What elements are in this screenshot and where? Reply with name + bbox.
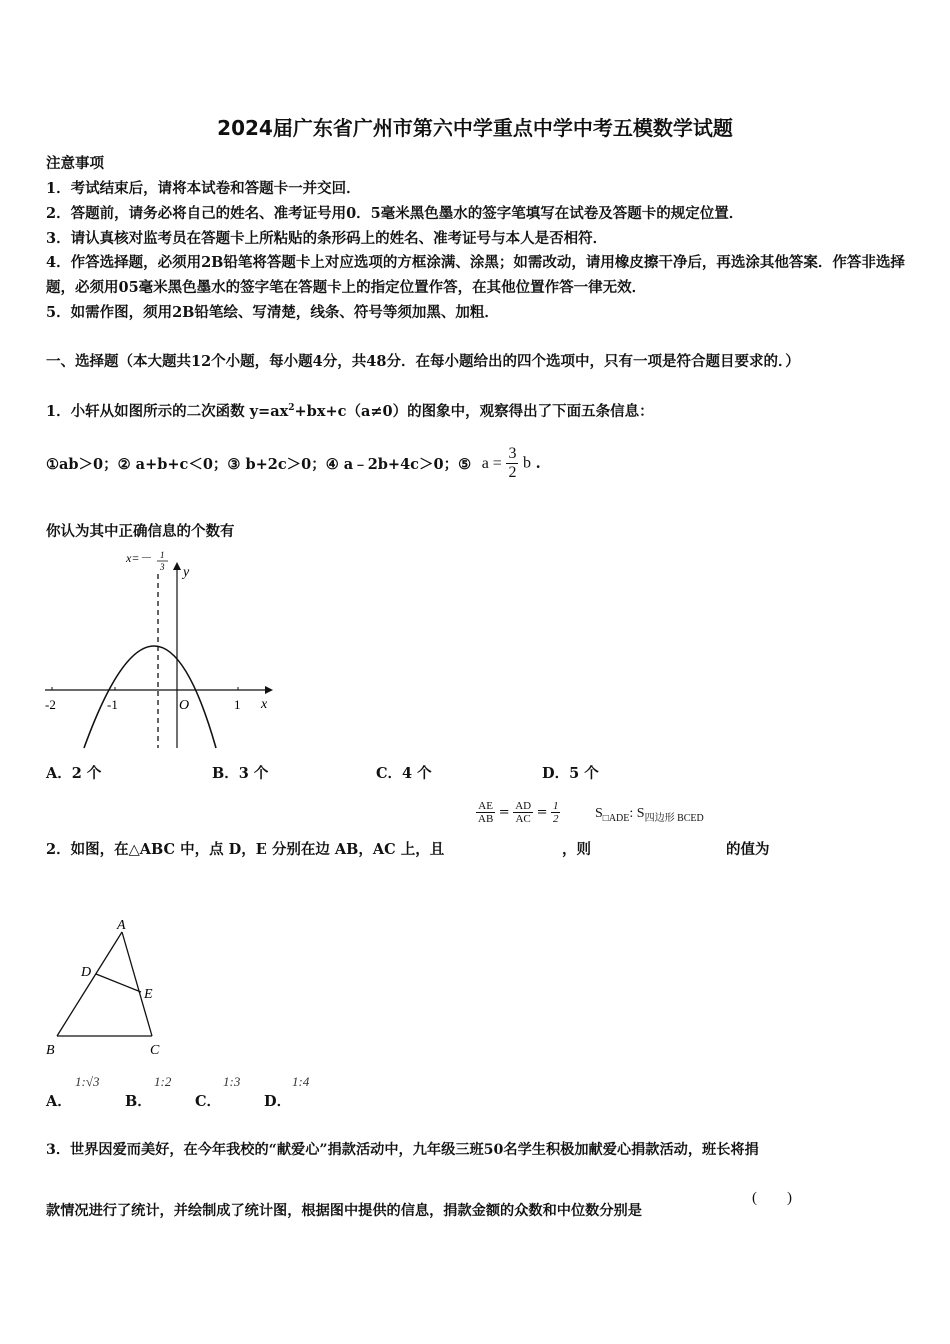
q2-option-c-value: 1:3 [223, 1074, 241, 1089]
ratio-sub-ade: □ADE [602, 812, 630, 824]
q2-stem-a: 2．如图，在△ABC 中，点 D，E 分别在边 AB，AC 上，且 [46, 841, 445, 858]
side-ac [122, 932, 152, 1036]
q1-option-c[interactable]: C．4 个 [376, 765, 432, 782]
ratio-s: S [595, 806, 603, 821]
vertex-c-label: C [150, 1043, 160, 1058]
q2-frac-ad-ac [513, 800, 533, 825]
equals-sign: = [536, 805, 548, 820]
frac-num: AD [515, 800, 532, 812]
q3-stem-line1: 3．世界因爱而美好，在今年我校的“献爱心”捐款活动中，九年级三班50名学生积极加献爱心捐款活动，班长将捐 [46, 1142, 759, 1158]
vertex-a-label: A [117, 918, 126, 933]
frac-den: AB [478, 813, 494, 825]
side-ab [57, 932, 122, 1036]
symmetry-label-num: 1 [160, 550, 165, 560]
q2-frac-one-half [551, 800, 561, 825]
origin-label: O [179, 698, 190, 713]
q1-stem-b: +bx+c（a≠0）的图象中，观察得出了下面五条信息： [294, 403, 654, 420]
vertex-b-label: B [46, 1043, 55, 1058]
tick-label: 1 [234, 697, 241, 712]
symmetry-label-den: 3 [160, 562, 165, 572]
q1-eq-fraction [506, 445, 518, 482]
ratio-sub-bced: 四边形 BCED [644, 812, 704, 824]
q1-stem-a: 1．小轩从如图所示的二次函数 y=ax [46, 403, 289, 420]
notice-item: 2．答题前，请务必将自己的姓名、准考证号用0．5毫米黑色墨水的签字笔填写在试卷及答题卡的规定位置． [46, 205, 744, 222]
q3-stem-line2: 款情况进行了统计，并绘制成了统计图，根据图中提供的信息，捐款金额的众数和中位数分别是 [46, 1203, 642, 1219]
q2-option-a-value: 1:√3 [75, 1074, 100, 1089]
q2-triangle-figure [40, 914, 180, 1062]
q1-eq-rhs: b [523, 454, 532, 472]
q1-option-d[interactable]: D．5 个 [542, 765, 599, 782]
frac-num: 1 [552, 800, 559, 812]
q3-answer-paren: ( ) [752, 1190, 792, 1206]
ratio-colon: : S [629, 806, 645, 821]
q1-end: . [535, 455, 541, 472]
q1-parabola-graph [40, 548, 280, 754]
page-title: 2024届广东省广州市第六中学重点中学中考五模数学试题 [217, 116, 733, 140]
q2-frac-ae-ab [476, 800, 495, 825]
section-heading: 一、选择题（本大题共12个小题，每小题4分，共48分．在每小题给出的四个选项中，只有一项是符合题目要求的．） [46, 353, 800, 370]
parabola-curve [84, 646, 216, 748]
q1-info-line [46, 445, 541, 482]
frac-num: AE [476, 800, 495, 813]
x-axis-arrow-icon [265, 686, 273, 694]
point-e-label: E [144, 987, 153, 1002]
q2-option-d-value: 1:4 [292, 1074, 310, 1089]
frac-den: AC [515, 813, 531, 825]
q1-eq-num: 3 [508, 445, 517, 462]
q1-eq-den: 2 [508, 464, 517, 481]
notice-item: 5．如需作图，须用2B铅笔绘、写清楚，线条、符号等须加黑、加粗． [46, 304, 499, 321]
x-axis-label: x [261, 697, 268, 712]
notice-item: 1．考试结束后，请将本试卷和答题卡一并交回． [46, 180, 361, 197]
q2-stem-c: 的值为 [726, 841, 770, 858]
q1-option-b[interactable]: B．3 个 [212, 765, 269, 782]
q2-given-ratio [476, 800, 560, 825]
q1-option-a[interactable]: A．2 个 [46, 765, 102, 782]
q2-option-b[interactable]: B． [125, 1093, 152, 1110]
symmetry-label: x=－ [126, 551, 152, 565]
y-axis-arrow-icon [173, 562, 181, 570]
q2-stem-b: ，则 [562, 841, 591, 858]
notice-item: 3．请认真核对监考员在答题卡上所粘贴的条形码上的姓名、准考证号与本人是否相符． [46, 230, 608, 247]
q1-stem [46, 400, 654, 421]
q1-info-text: ①ab＞0；② a+b+c＜0；③ b+2c＞0；④ a﹣2b+4c＞0；⑤ [46, 456, 472, 473]
q2-option-c[interactable]: C． [195, 1093, 222, 1110]
equals-sign: = [498, 805, 510, 820]
q2-option-d[interactable]: D． [264, 1093, 292, 1110]
point-d-label: D [81, 965, 92, 980]
tick-label: -1 [107, 697, 118, 712]
q2-option-a[interactable]: A． [46, 1093, 72, 1110]
q1-eq-lhs: a = [481, 454, 502, 472]
q2-option-b-value: 1:2 [154, 1074, 172, 1089]
notice-heading: 注意事项 [46, 155, 104, 172]
q1-question: 你认为其中正确信息的个数有 [46, 523, 235, 540]
q2-area-ratio [595, 806, 704, 824]
notice-item: 4．作答选择题，必须用2B铅笔将答题卡上对应选项的方框涂满、涂黑；如需改动，请用橡皮擦干净后，再选涂其他答案．作答非选择题，必须用05毫米黑色墨水的签字笔在答题卡上的指定位置作答，在其他位置作答一律无效． [46, 254, 905, 296]
q1-stem-sup: 2 [288, 403, 295, 414]
frac-den: 2 [552, 813, 559, 825]
y-axis-label: y [183, 565, 190, 580]
tick-label: -2 [45, 697, 56, 712]
